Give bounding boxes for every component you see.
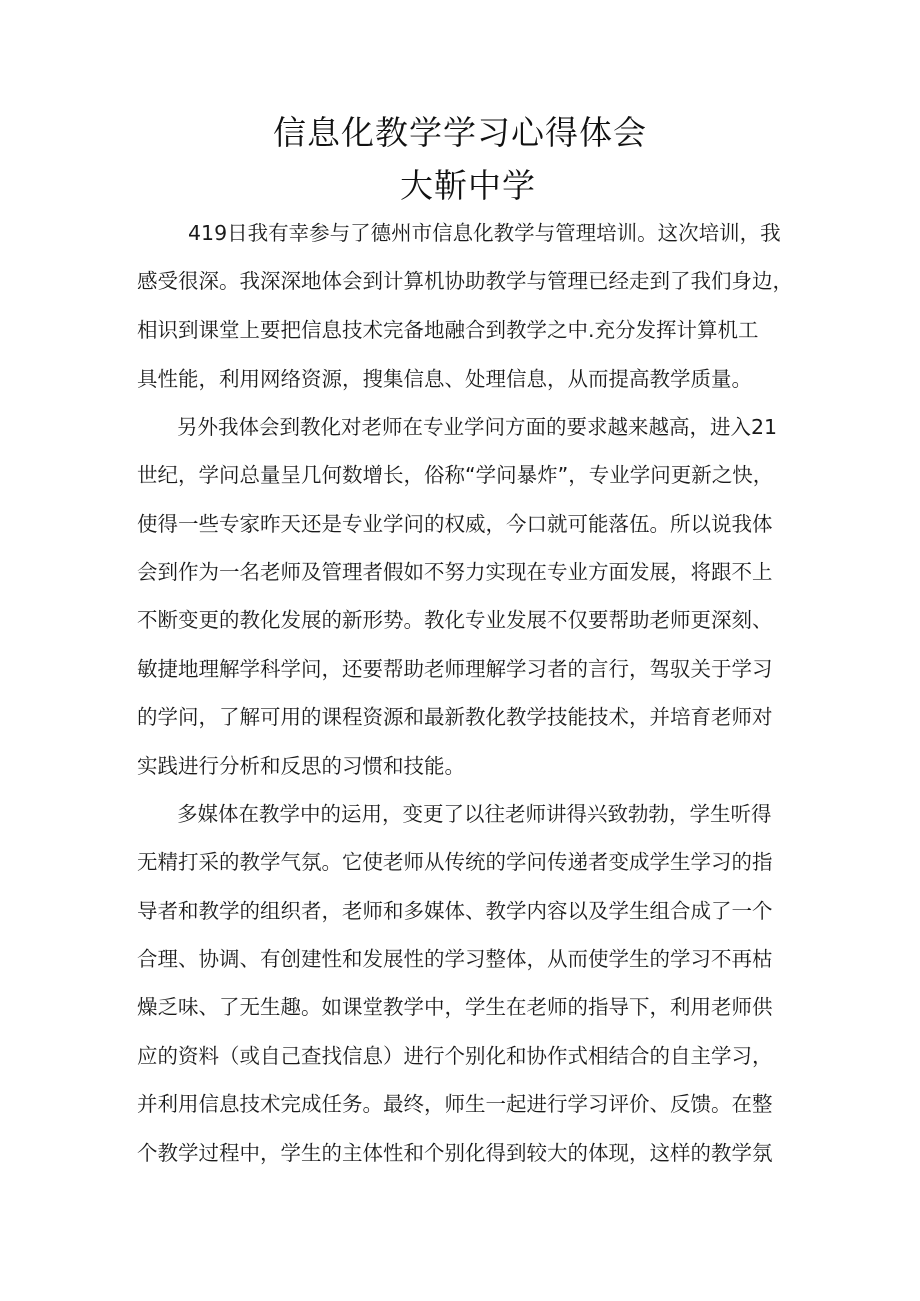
paragraph-line: 相识到课堂上要把信息技术完备地融合到教学之中.充分发挥计算机工: [137, 318, 759, 342]
paragraph-line: 使得一些专家昨天还是专业学问的权威，今口就可能落伍。所以说我体: [137, 512, 773, 536]
paragraph-line: 世纪，学问总量呈几何数增长，俗称“学问暴炸”，专业学问更新之快，: [137, 463, 774, 487]
paragraph-line: 导者和教学的组织者，老师和多媒体、教学内容以及学生组合成了一个: [137, 899, 773, 923]
paragraph-line: 会到作为一名老师及管理者假如不努力实现在专业方面发展，将跟不上: [137, 560, 773, 584]
paragraph-line: 敏捷地理解学科学问，还要帮助老师理解学习者的言行，驾驭关于学习: [137, 657, 773, 681]
paragraph-line: 的学问，了解可用的课程资源和最新教化教学技能技术，并培育老师对: [137, 705, 773, 729]
paragraph-line: 无精打采的教学气氛。它使老师从传统的学问传递者变成学生学习的指: [137, 850, 773, 874]
paragraph-line: 具性能，利用网络资源，搜集信息、处理信息，从而提高教学质量。: [137, 367, 752, 391]
paragraph-line: 不断变更的教化发展的新形势。教化专业发展不仅要帮助老师更深刻、: [137, 608, 773, 632]
document-title: 信息化教学学习心得体会: [273, 113, 647, 152]
paragraph-line: 合理、协调、有创建性和发展性的学习整体，从而使学生的学习不再枯: [137, 947, 773, 971]
paragraph-line: 419日我有幸参与了德州市信息化教学与管理培训。这次培训，我: [188, 221, 781, 245]
paragraph-line: 多媒体在教学中的运用，变更了以往老师讲得兴致勃勃，学生听得: [177, 802, 772, 826]
paragraph-line: 燥乏味、了无生趣。如课堂教学中，学生在老师的指导下，利用老师供: [137, 995, 773, 1019]
paragraph-line: 另外我体会到教化对老师在专业学问方面的要求越来越高，进入21: [177, 415, 778, 439]
paragraph-line: 并利用信息技术完成任务。最终，师生一起进行学习评价、反馈。在整: [137, 1092, 773, 1116]
paragraph-line: 应的资料（或自己查找信息）进行个别化和协作式相结合的自主学习，: [137, 1044, 773, 1068]
paragraph-line: 个教学过程中，学生的主体性和个别化得到较大的体现，这样的教学氛: [137, 1141, 773, 1165]
document-subtitle: 大靳中学: [400, 166, 536, 205]
paragraph-line: 实践进行分析和反思的习惯和技能。: [137, 754, 465, 778]
paragraph-line: 感受很深。我深深地体会到计算机协助教学与管理已经走到了我们身边，: [137, 269, 793, 293]
